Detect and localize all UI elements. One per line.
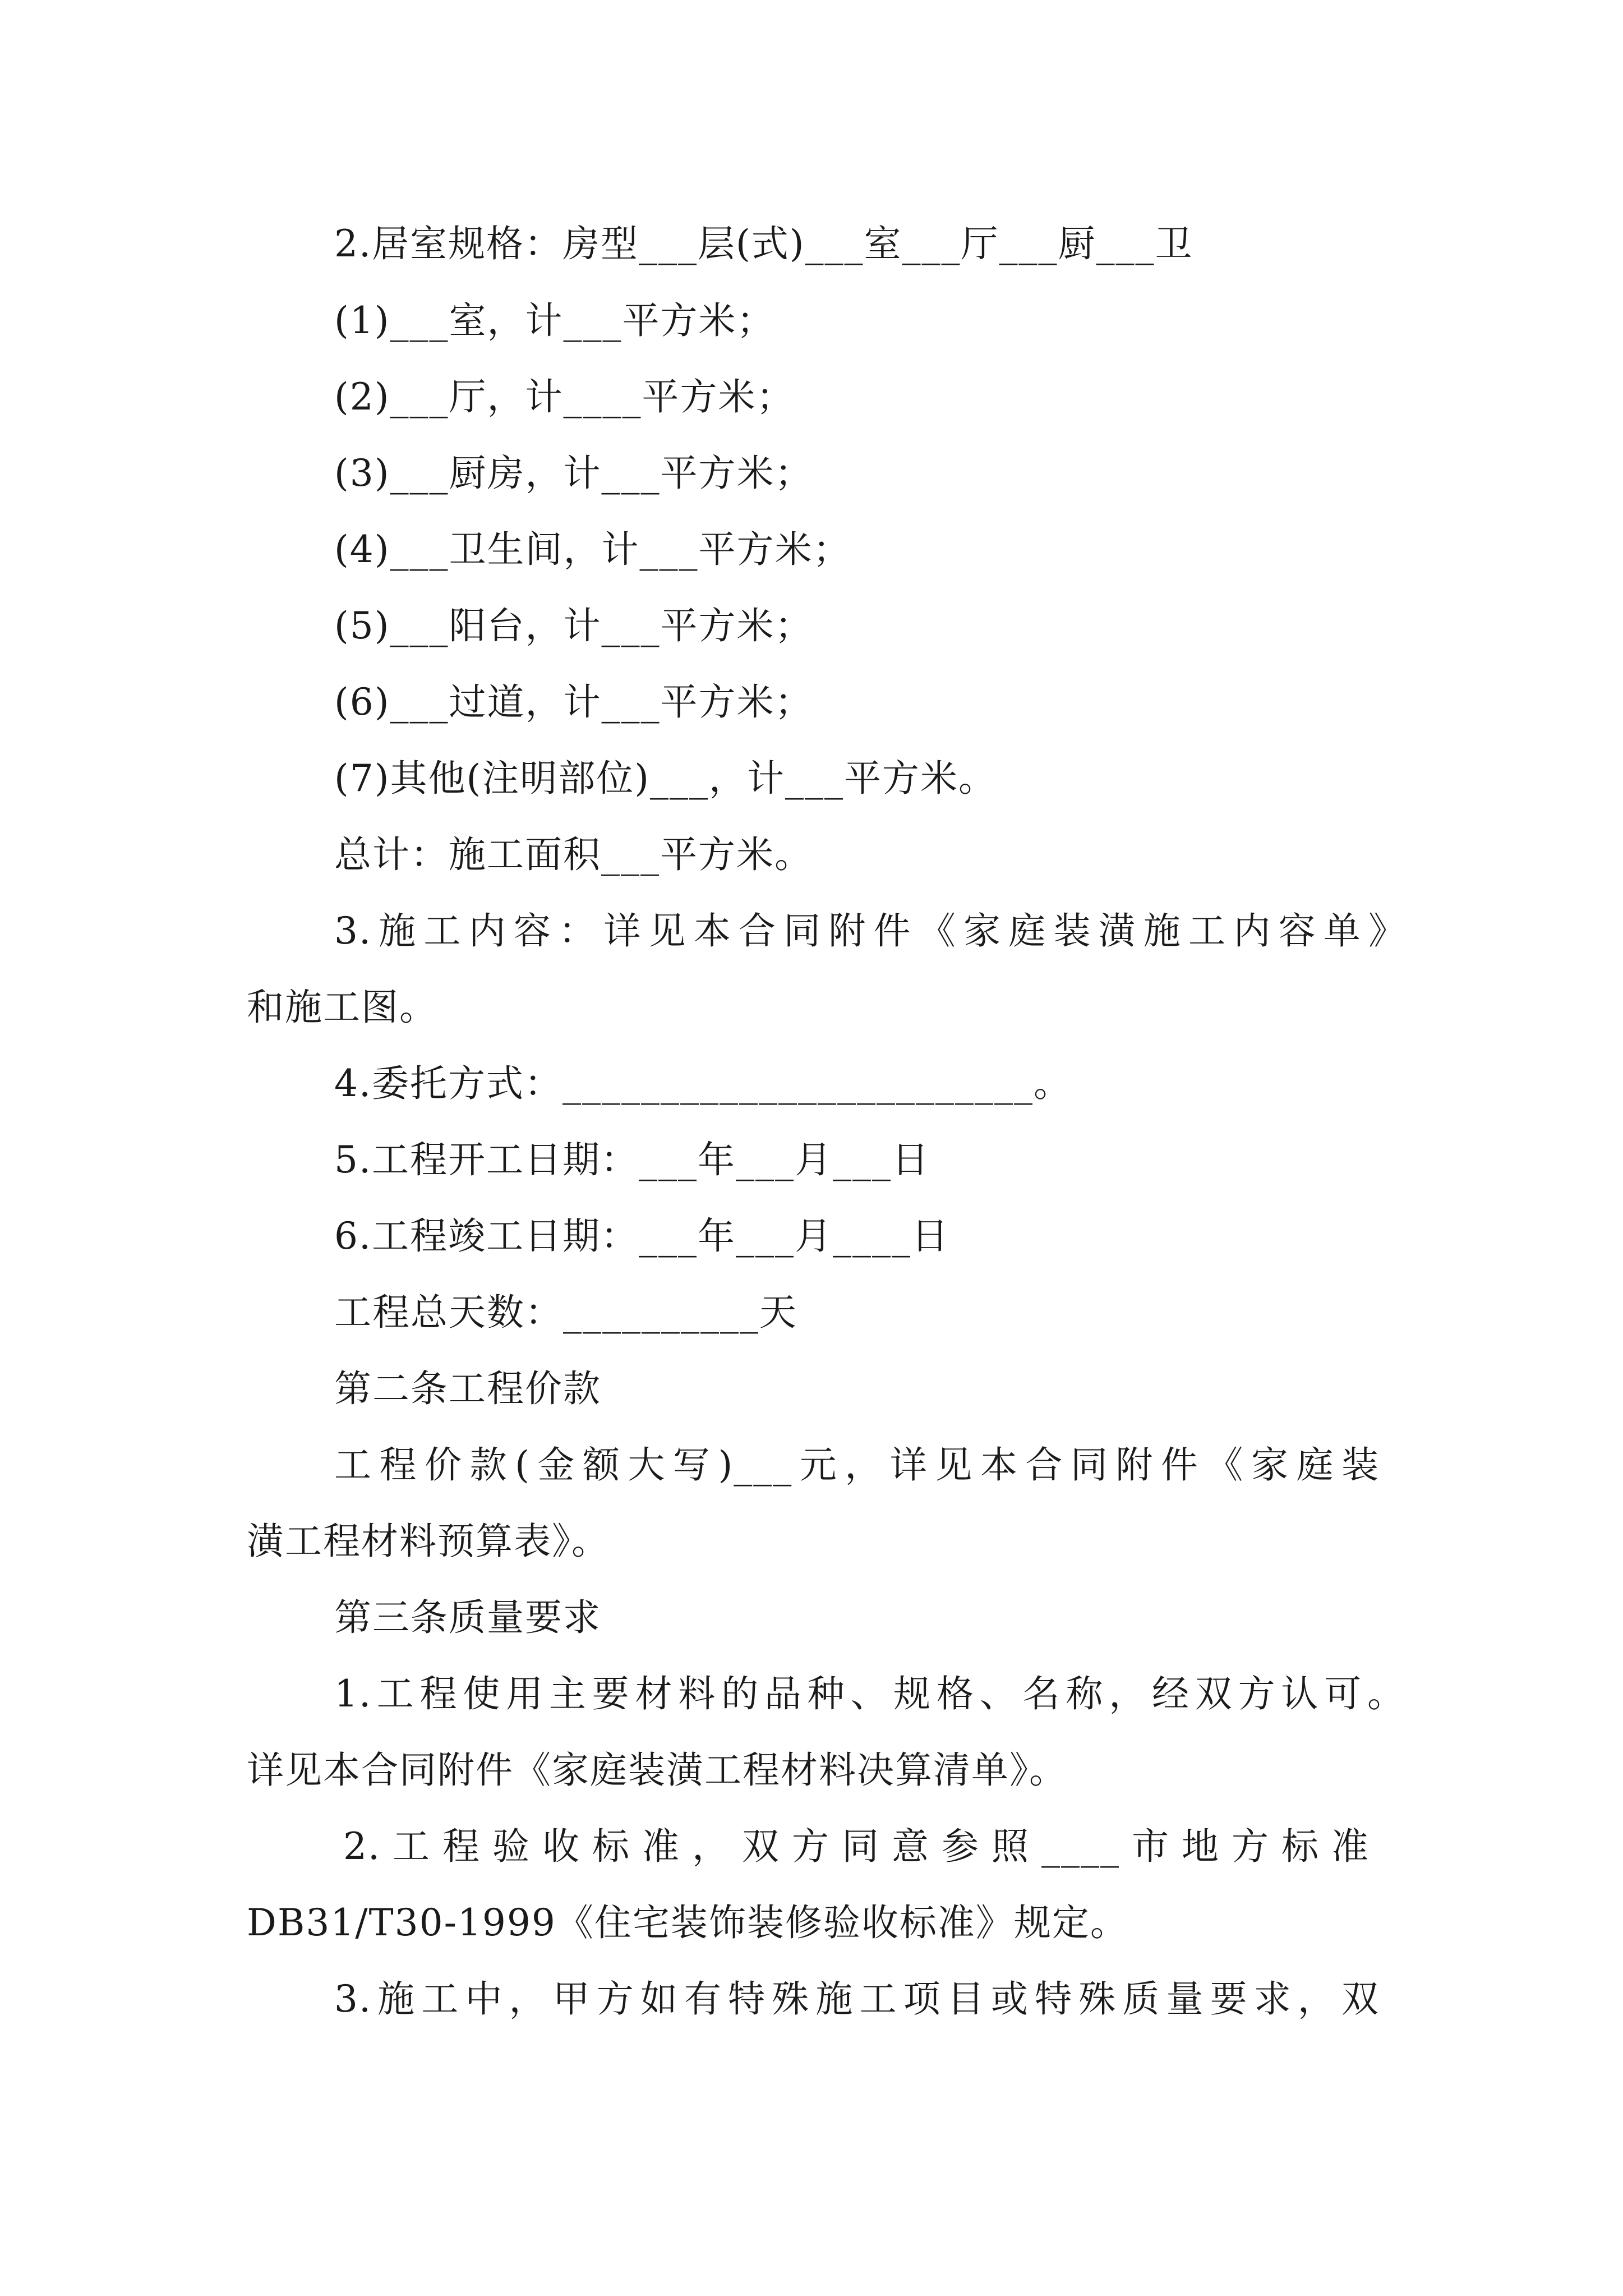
text-line: 工程总天数：__________天 [334,1291,797,1334]
text-line: (1)___室，计___平方米； [334,299,775,342]
text-line: (5)___阳台，计___平方米； [334,604,813,647]
text-line: (2)___厅，计____平方米； [334,375,795,418]
text-line: 潢工程材料预算表》。 [247,1520,610,1563]
text-line: 3.施工中，甲方如有特殊施工项目或特殊质量要求，双 [334,1977,1380,2021]
text-line: 4.委托方式：________________________。 [334,1062,1072,1105]
text-line: 3.施工内容：详见本合同附件《家庭装潢施工内容单》 [334,909,1407,953]
text-line: 5.工程开工日期：___年___月___日 [334,1138,930,1181]
text-line: 6.工程竣工日期：___年___月____日 [334,1214,949,1258]
text-line: 详见本合同附件《家庭装潢工程材料决算清单》。 [247,1749,1067,1792]
section-heading: 第二条工程价款 [334,1367,601,1410]
text-line: 2.工程验收标准，双方同意参照____市地方标准 [343,1825,1370,1868]
text-line: 总计：施工面积___平方米。 [334,833,813,876]
text-line: DB31/T30-1999《住宅装饰装修验收标准》规定。 [247,1901,1128,1944]
text-line: 1.工程使用主要材料的品种、规格、名称，经双方认可。 [334,1672,1405,1715]
text-line: (3)___厨房，计___平方米； [334,452,813,495]
section-heading: 第三条质量要求 [334,1596,601,1639]
text-line: 和施工图。 [247,986,437,1029]
text-line: (4)___卫生间，计___平方米； [334,528,851,571]
text-line: (7)其他(注明部位)___，计___平方米。 [334,757,997,800]
text-line: 2.居室规格：房型___层(式)___室___厅___厨___卫 [334,222,1193,265]
text-line: (6)___过道，计___平方米； [334,680,813,724]
text-line: 工程价款(金额大写)___元，详见本合同附件《家庭装 [334,1443,1380,1487]
